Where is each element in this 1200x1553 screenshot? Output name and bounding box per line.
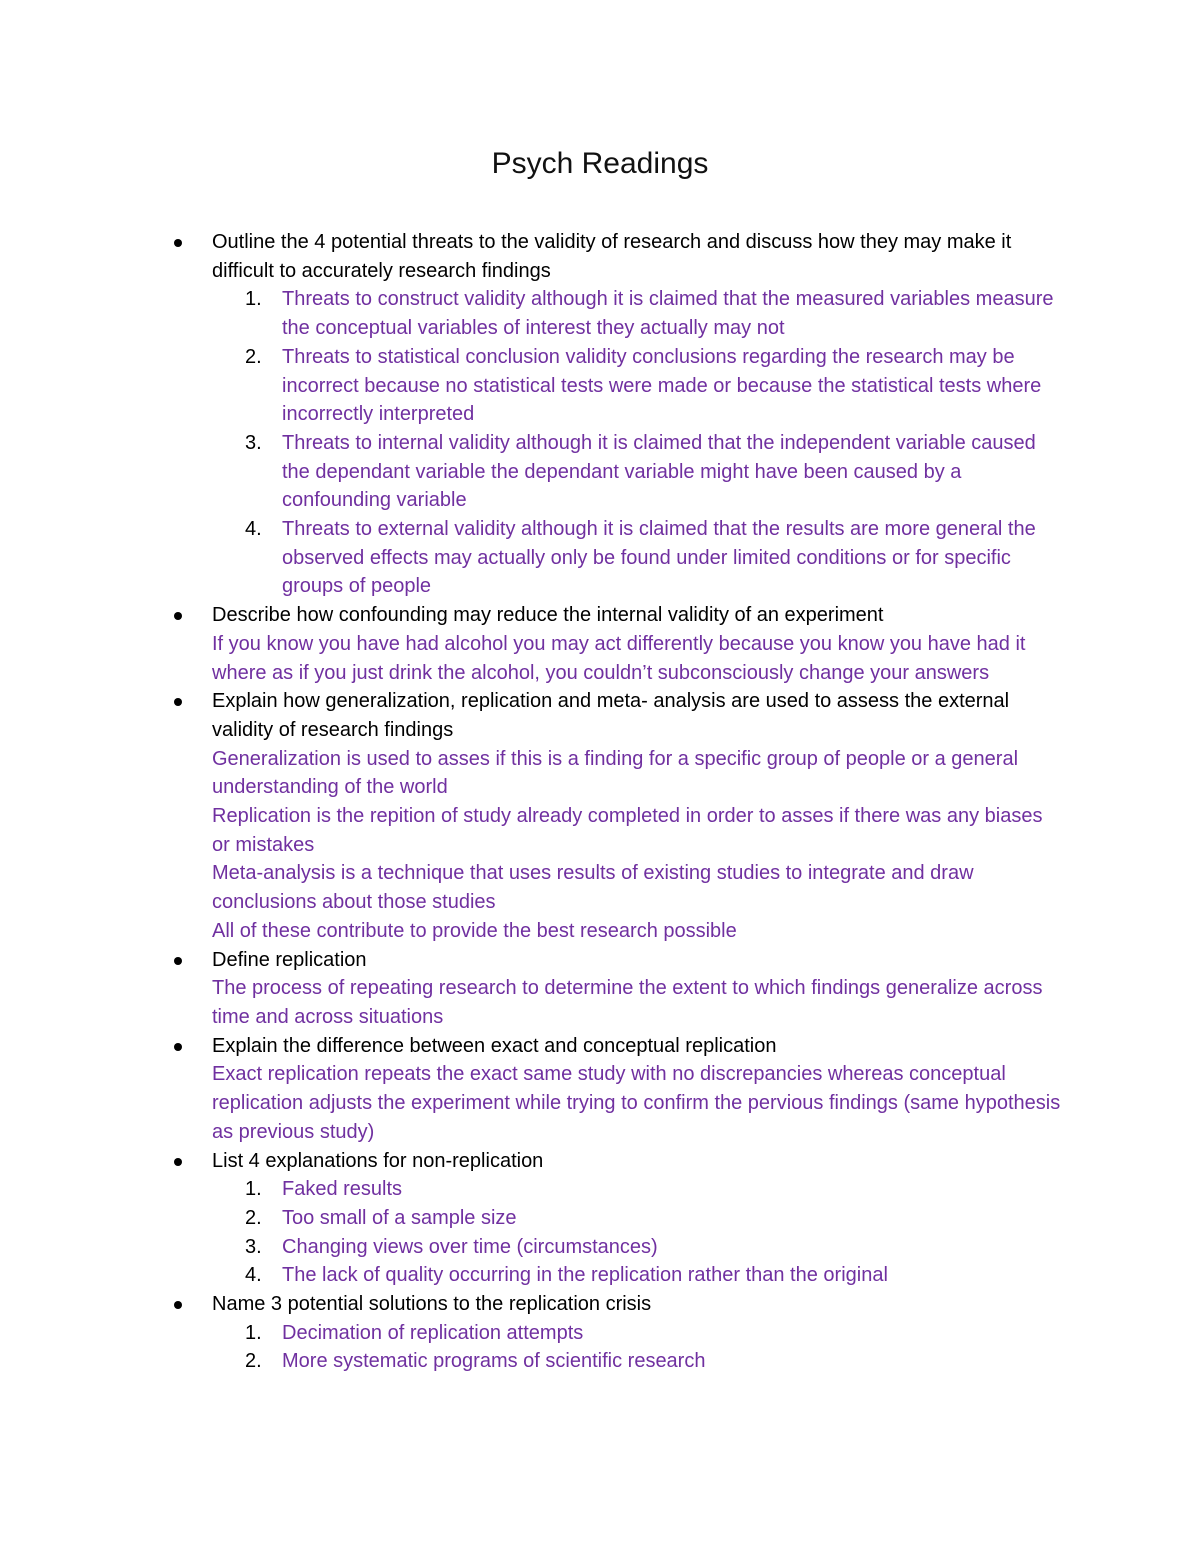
list-number: 3. [245, 431, 262, 454]
list-number: 2. [245, 345, 262, 368]
answer-text: If you know you have had alcohol you may act differently because you know you have had it where as if you just drink the alcohol, you couldn’t subconsciously change your answers [212, 632, 1026, 684]
list-item [165, 1175, 1065, 1204]
question-text: Explain the difference between exact and conceptual replication [212, 1034, 777, 1057]
answer-text: The lack of quality occurring in the replication rather than the original [282, 1264, 888, 1287]
bullet-icon [174, 698, 182, 706]
question-text: Define replication [212, 948, 367, 971]
question-text: Name 3 potential solutions to the replication crisis [212, 1293, 652, 1316]
answer-text: Threats to construct validity although it is claimed that the measured variables measure the conceptual variables of interest they actually may not [282, 288, 1054, 340]
list-item [165, 515, 1065, 601]
answer-text: The process of repeating research to determine the extent to which findings generalize across time and across situations [212, 977, 1043, 1028]
page-title: Psych Readings [491, 147, 709, 180]
question-item [165, 1147, 1065, 1176]
list-number: 2. [245, 1350, 262, 1373]
answer-text: Threats to statistical conclusion validity conclusions regarding the research may be incorrect because no statistical tests were made or because the statistical tests where incorrectly interpreted [282, 345, 1042, 426]
question-item [165, 1290, 1065, 1319]
bullet-icon [174, 1043, 182, 1051]
list-item [165, 429, 1065, 515]
answer-text: All of these contribute to provide the best research possible [212, 919, 737, 942]
answer-text: Too small of a sample size [282, 1206, 517, 1229]
list-number: 4. [245, 518, 262, 541]
list-number: 4. [245, 1264, 262, 1287]
answer-text: Replication is the repition of study already completed in order to asses if there was any biases or mistakes [212, 805, 1043, 856]
question-item [165, 687, 1065, 945]
answer-text: Meta-analysis is a technique that uses results of existing studies to integrate and draw conclusions about those studies [212, 862, 974, 914]
bullet-icon [174, 1301, 182, 1309]
list-item [165, 1204, 1065, 1233]
question-text: Describe how confounding may reduce the internal validity of an experiment [212, 604, 884, 627]
question-item [165, 946, 1065, 1032]
list-item [165, 1347, 1065, 1376]
answer-text: Generalization is used to asses if this is a finding for a specific group of people or a general understanding of the world [212, 747, 1019, 799]
bullet-icon [174, 957, 182, 965]
list-number: 3. [245, 1235, 262, 1258]
list-number: 1. [245, 1178, 262, 1201]
list-item [165, 1319, 1065, 1348]
bullet-icon [174, 612, 182, 620]
answer-text: Threats to internal validity although it is claimed that the independent variable caused the dependant variable the dependant variable might have been caused by a confounding variable [282, 431, 1036, 512]
list-number: 1. [245, 1321, 262, 1344]
answer-text: Changing views over time (circumstances) [282, 1235, 658, 1258]
question-text: Outline the 4 potential threats to the validity of research and discuss how they may make it difficult to accurately research findings [212, 231, 1012, 282]
answer-text: Threats to external validity although it is claimed that the results are more general the observed effects may actually only be found under limited conditions or for specific groups of people [282, 518, 1036, 598]
list-item [165, 343, 1065, 429]
list-item [165, 285, 1065, 342]
question-text: Explain how generalization, replication and meta- analysis are used to assess the external validity of research findings [212, 690, 1010, 741]
list-item [165, 1233, 1065, 1262]
list-number: 2. [245, 1206, 262, 1229]
answer-text: Decimation of replication attempts [282, 1321, 584, 1344]
document-body [165, 228, 1065, 1376]
question-item [165, 601, 1065, 687]
question-item [165, 228, 1065, 285]
list-item [165, 1261, 1065, 1290]
answer-text: Faked results [282, 1178, 403, 1201]
question-item [165, 1032, 1065, 1147]
answer-text: More systematic programs of scientific research [282, 1350, 706, 1373]
question-text: List 4 explanations for non-replication [212, 1149, 544, 1172]
answer-text: Exact replication repeats the exact same study with no discrepancies whereas conceptual replication adjusts the experiment while trying to confirm the pervious findings (same hypothesis as previous study) [212, 1063, 1061, 1143]
bullet-icon [174, 239, 182, 247]
list-number: 1. [245, 288, 262, 311]
bullet-icon [174, 1158, 182, 1166]
